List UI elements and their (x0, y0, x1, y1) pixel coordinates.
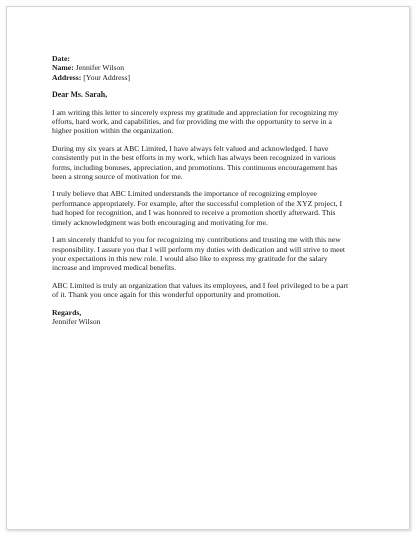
name-line (52, 63, 382, 72)
date-label: Date: (52, 54, 70, 63)
address-label: Address: (52, 72, 82, 82)
salutation: Dear Ms. Sarah, (52, 90, 108, 100)
paragraph-4: I am sincerely thankful to you for recognizing my contributions and trusting me with this new responsibility. I assure you that I will perform my duties with dedication and will strive to meet your expectations in this new role. I would also like to express my gratitude for the salary increase and improved medical benefits. (52, 235, 346, 273)
paragraph-1: I am writing this letter to sincerely express my gratitude and appreciation for recognizing my efforts, hard work, and capabilities, and for providing me with the opportunity to serve in a higher position within the organization. (52, 107, 339, 136)
paragraph-3: I truly believe that ABC Limited understands the importance of recognizing employee performance appropriately. For example, after the successful completion of the XYZ project, I had hoped for recognition, and I was honored to receive a promotion shortly afterward. This timely acknowledgment was both encouraging and motivating for me. (52, 189, 343, 227)
name-value: Jennifer Wilson (75, 63, 125, 73)
address-value: [Your Address] (83, 72, 131, 82)
name-label: Name: (52, 63, 74, 73)
address-line (52, 73, 382, 82)
document-page (6, 6, 410, 530)
letter-header (52, 54, 382, 82)
closing-block (52, 308, 382, 327)
paragraph-2: During my six years at ABC Limited, I have always felt valued and acknowledged. I have consistently put in the best efforts in my work, which has always been recognized in various forms, including bonuses, appreciation, and promotions. This continuous encouragement has been a strong source of motivation for me. (52, 143, 338, 182)
closing: Regards, (52, 307, 82, 317)
paragraph-5: ABC Limited is truly an organization that values its employees, and I feel privileged to be a part of it. Thank you once again for this wonderful opportunity and promotion. (52, 280, 349, 300)
letter-body (52, 54, 382, 326)
signature-name: Jennifer Wilson (52, 316, 101, 326)
date-line (52, 54, 382, 63)
